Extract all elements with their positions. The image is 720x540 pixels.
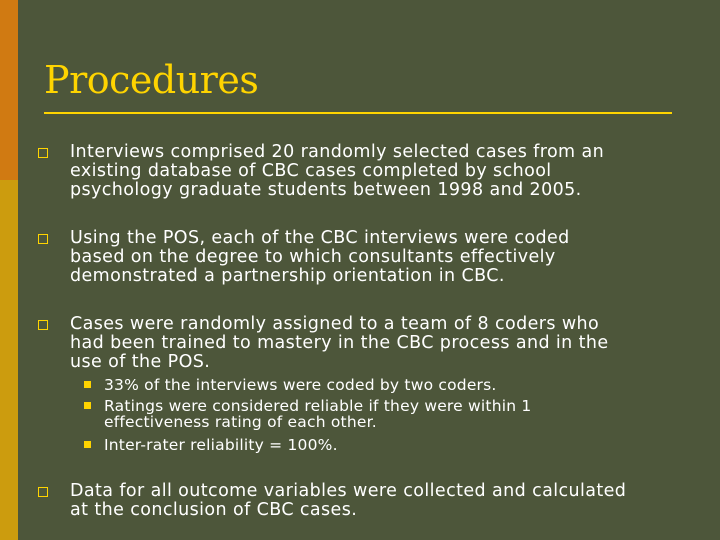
- sub-bullet-text: Inter-rater reliability = 100%.: [104, 436, 338, 454]
- filled-square-bullet-icon: [84, 381, 91, 388]
- slide-title: Procedures: [44, 58, 259, 102]
- hollow-square-bullet-icon: [38, 234, 48, 244]
- bullet-text: Cases were randomly assigned to a team of 8 coders who had been trained to mastery in the CBC process and in the use of the POS.: [70, 314, 609, 372]
- hollow-square-bullet-icon: [38, 148, 48, 158]
- accent-band-bottom: [0, 180, 18, 540]
- title-underline: [44, 112, 672, 114]
- hollow-square-bullet-icon: [38, 487, 48, 497]
- filled-square-bullet-icon: [84, 441, 91, 448]
- bullet-text: Data for all outcome variables were collected and calculated at the conclusion of CBC cases.: [70, 481, 627, 520]
- accent-band-top: [0, 0, 18, 180]
- bullet-text: Using the POS, each of the CBC interviews were coded based on the degree to which consultants effectively demonstrated a partnership orientation in CBC.: [70, 228, 570, 286]
- hollow-square-bullet-icon: [38, 320, 48, 330]
- sub-bullet-text: 33% of the interviews were coded by two coders.: [104, 376, 497, 394]
- bullet-text: Interviews comprised 20 randomly selected cases from an existing database of CBC cases completed by school psychology graduate students between 1998 and 2005.: [70, 142, 605, 200]
- sub-bullet-text: Ratings were considered reliable if they were within 1 effectiveness rating of each other.: [104, 397, 532, 431]
- filled-square-bullet-icon: [84, 402, 91, 409]
